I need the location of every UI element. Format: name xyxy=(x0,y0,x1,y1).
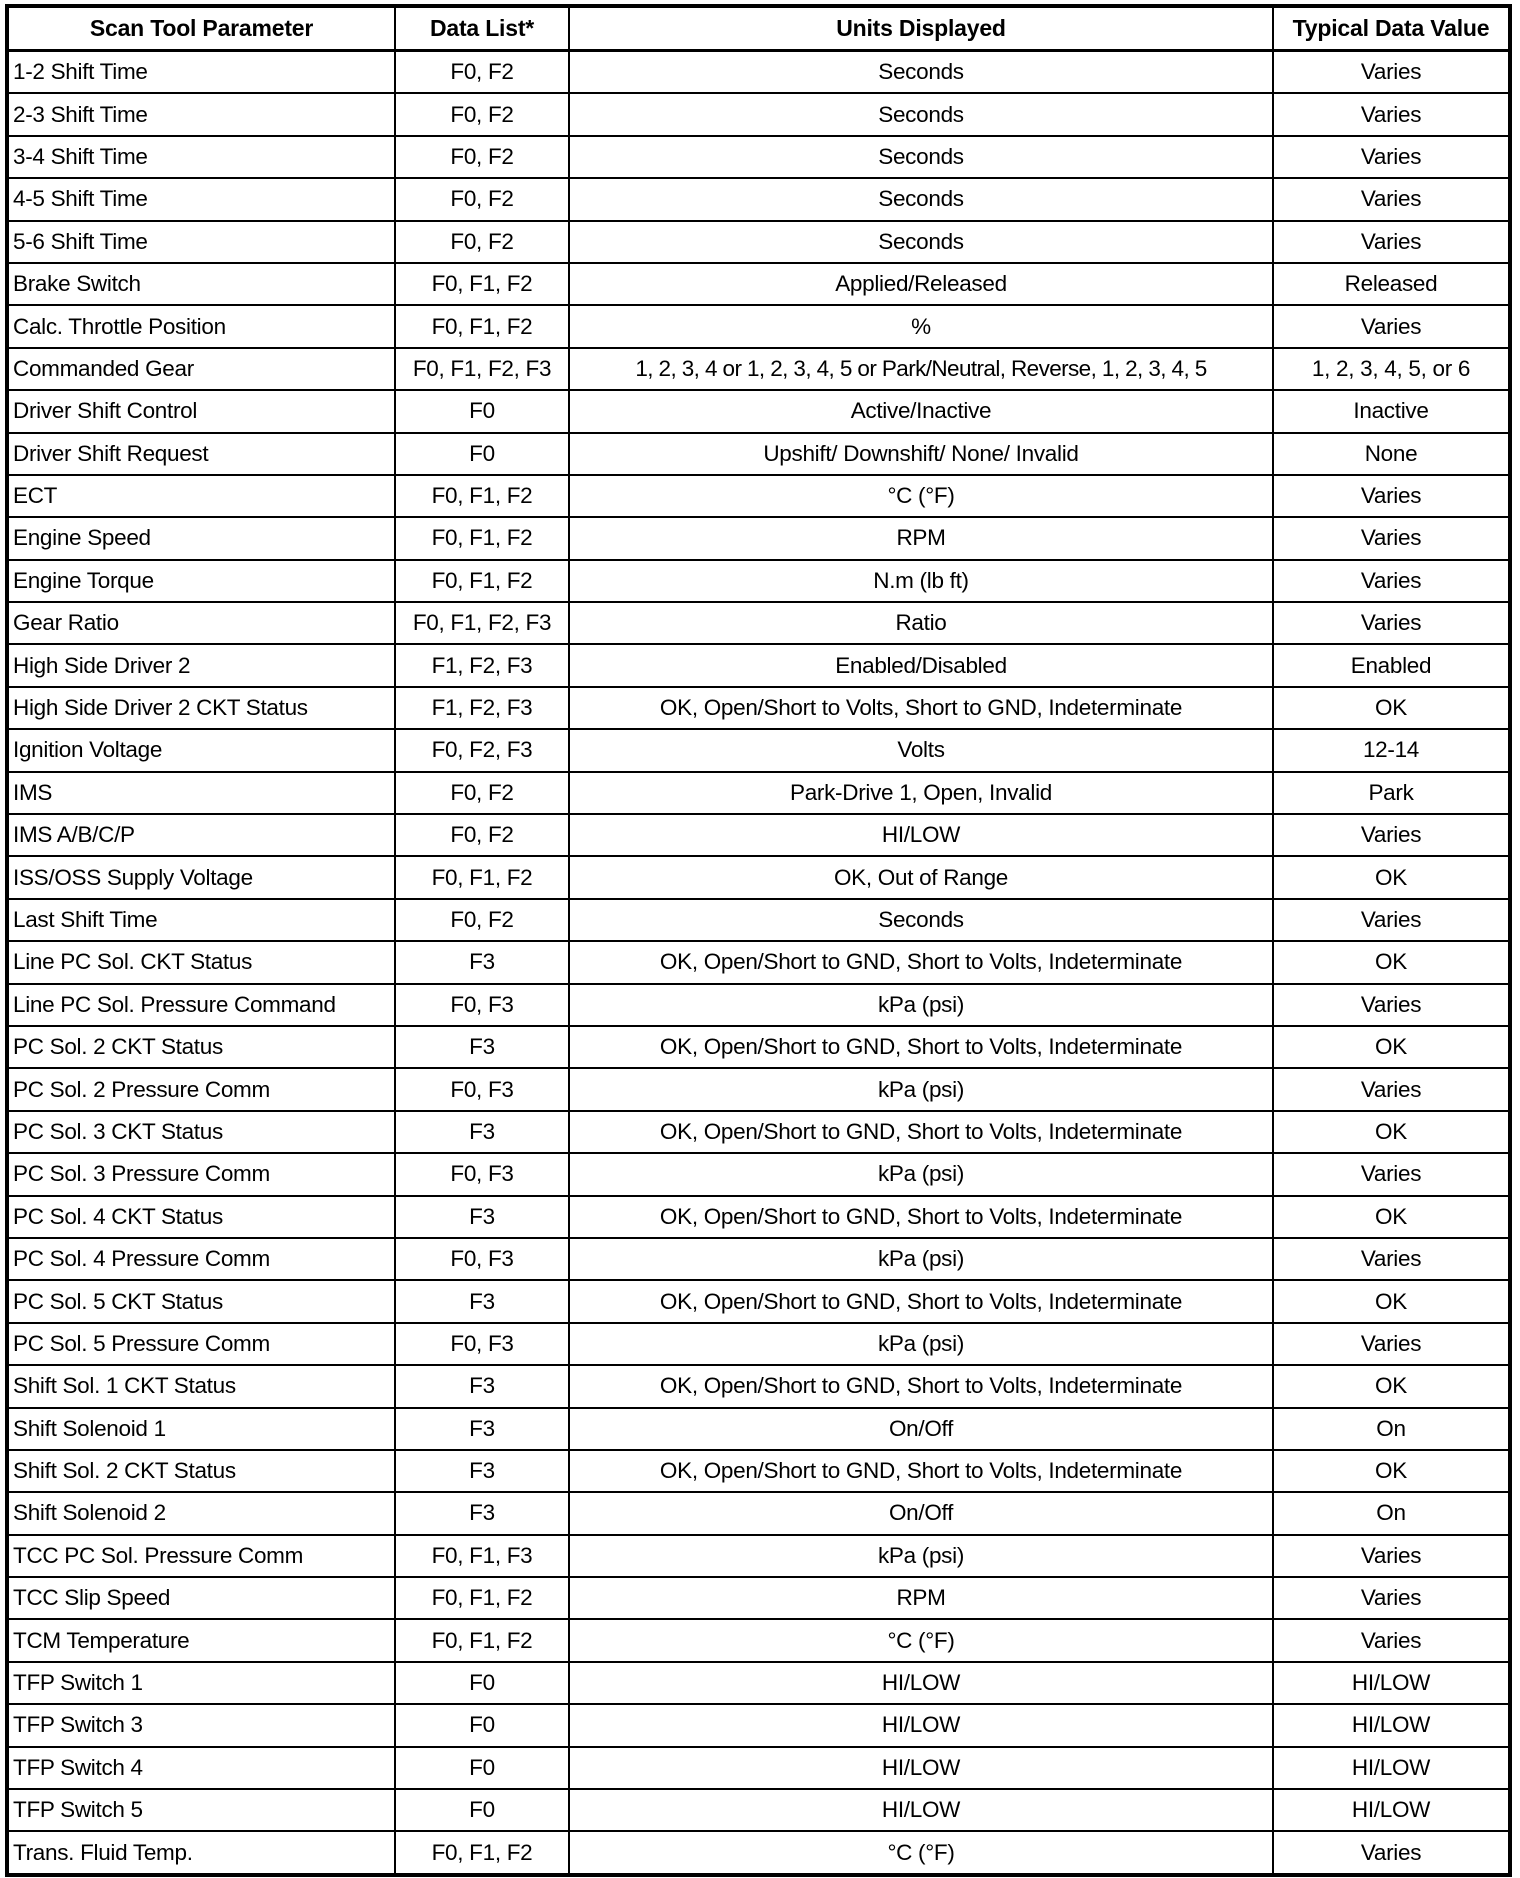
table-row xyxy=(7,1280,1510,1322)
header-row xyxy=(7,6,1510,51)
cell-units-displayed: Ratio xyxy=(569,602,1273,644)
cell-scan-tool-parameter: PC Sol. 4 CKT Status xyxy=(7,1196,395,1238)
table-row xyxy=(7,1238,1510,1280)
cell-scan-tool-parameter: IMS A/B/C/P xyxy=(7,814,395,856)
cell-data-list: F0, F3 xyxy=(395,1323,569,1365)
cell-units-displayed: HI/LOW xyxy=(569,1747,1273,1789)
cell-units-displayed: RPM xyxy=(569,1577,1273,1619)
table-row xyxy=(7,984,1510,1026)
table-row xyxy=(7,644,1510,686)
cell-data-list: F0, F3 xyxy=(395,1068,569,1110)
cell-units-displayed: OK, Open/Short to Volts, Short to GND, Indeterminate xyxy=(569,687,1273,729)
cell-typical-data-value: HI/LOW xyxy=(1273,1662,1510,1704)
table-row xyxy=(7,1747,1510,1789)
table-row xyxy=(7,687,1510,729)
cell-scan-tool-parameter: Gear Ratio xyxy=(7,602,395,644)
cell-data-list: F3 xyxy=(395,941,569,983)
cell-typical-data-value: OK xyxy=(1273,1280,1510,1322)
cell-units-displayed: Seconds xyxy=(569,51,1273,94)
table-row xyxy=(7,941,1510,983)
cell-scan-tool-parameter: Last Shift Time xyxy=(7,899,395,941)
cell-units-displayed: 1, 2, 3, 4 or 1, 2, 3, 4, 5 or Park/Neutral, Reverse, 1, 2, 3, 4, 5 xyxy=(569,348,1273,390)
cell-data-list: F0, F1, F2 xyxy=(395,1831,569,1874)
cell-units-displayed: Seconds xyxy=(569,899,1273,941)
cell-units-displayed: HI/LOW xyxy=(569,1704,1273,1746)
cell-units-displayed: OK, Open/Short to GND, Short to Volts, Indeterminate xyxy=(569,1280,1273,1322)
cell-typical-data-value: Varies xyxy=(1273,93,1510,135)
cell-typical-data-value: OK xyxy=(1273,856,1510,898)
table-row xyxy=(7,814,1510,856)
cell-typical-data-value: Varies xyxy=(1273,1831,1510,1874)
table-row xyxy=(7,221,1510,263)
cell-scan-tool-parameter: PC Sol. 3 CKT Status xyxy=(7,1111,395,1153)
cell-typical-data-value: Varies xyxy=(1273,899,1510,941)
cell-data-list: F0, F3 xyxy=(395,1238,569,1280)
cell-data-list: F0, F1, F2 xyxy=(395,1619,569,1661)
cell-typical-data-value: Varies xyxy=(1273,305,1510,347)
table-row xyxy=(7,856,1510,898)
cell-units-displayed: On/Off xyxy=(569,1492,1273,1534)
cell-typical-data-value: Varies xyxy=(1273,1619,1510,1661)
cell-scan-tool-parameter: PC Sol. 3 Pressure Comm xyxy=(7,1153,395,1195)
cell-units-displayed: OK, Open/Short to GND, Short to Volts, Indeterminate xyxy=(569,1365,1273,1407)
cell-data-list: F0, F1, F3 xyxy=(395,1535,569,1577)
cell-data-list: F3 xyxy=(395,1408,569,1450)
table-row xyxy=(7,602,1510,644)
cell-units-displayed: kPa (psi) xyxy=(569,1068,1273,1110)
table-row xyxy=(7,348,1510,390)
cell-units-displayed: °C (°F) xyxy=(569,1619,1273,1661)
cell-typical-data-value: HI/LOW xyxy=(1273,1747,1510,1789)
table-row xyxy=(7,1704,1510,1746)
table-row xyxy=(7,1831,1510,1874)
cell-data-list: F0, F2 xyxy=(395,814,569,856)
cell-data-list: F0, F3 xyxy=(395,1153,569,1195)
table-row xyxy=(7,1535,1510,1577)
table-row xyxy=(7,1450,1510,1492)
cell-typical-data-value: Varies xyxy=(1273,475,1510,517)
cell-units-displayed: kPa (psi) xyxy=(569,1323,1273,1365)
cell-data-list: F3 xyxy=(395,1196,569,1238)
table-row xyxy=(7,475,1510,517)
cell-typical-data-value: 1, 2, 3, 4, 5, or 6 xyxy=(1273,348,1510,390)
cell-typical-data-value: On xyxy=(1273,1492,1510,1534)
cell-data-list: F0 xyxy=(395,1747,569,1789)
table-row xyxy=(7,178,1510,220)
cell-scan-tool-parameter: Line PC Sol. CKT Status xyxy=(7,941,395,983)
table-row xyxy=(7,729,1510,771)
cell-typical-data-value: Inactive xyxy=(1273,390,1510,432)
cell-scan-tool-parameter: TCC Slip Speed xyxy=(7,1577,395,1619)
cell-units-displayed: N.m (lb ft) xyxy=(569,560,1273,602)
cell-units-displayed: Seconds xyxy=(569,221,1273,263)
cell-typical-data-value: 12-14 xyxy=(1273,729,1510,771)
cell-data-list: F0, F2 xyxy=(395,772,569,814)
cell-scan-tool-parameter: IMS xyxy=(7,772,395,814)
cell-scan-tool-parameter: PC Sol. 5 CKT Status xyxy=(7,1280,395,1322)
header-typical-data-value: Typical Data Value xyxy=(1273,6,1510,51)
table-row xyxy=(7,390,1510,432)
cell-units-displayed: °C (°F) xyxy=(569,475,1273,517)
cell-typical-data-value: Varies xyxy=(1273,221,1510,263)
cell-typical-data-value: Park xyxy=(1273,772,1510,814)
cell-units-displayed: HI/LOW xyxy=(569,814,1273,856)
table-row xyxy=(7,1662,1510,1704)
cell-data-list: F0 xyxy=(395,1704,569,1746)
cell-typical-data-value: Varies xyxy=(1273,1153,1510,1195)
table-row xyxy=(7,263,1510,305)
cell-data-list: F0, F1, F2 xyxy=(395,263,569,305)
cell-typical-data-value: Varies xyxy=(1273,51,1510,94)
cell-typical-data-value: OK xyxy=(1273,1196,1510,1238)
table-row xyxy=(7,93,1510,135)
cell-data-list: F0, F1, F2 xyxy=(395,305,569,347)
cell-units-displayed: kPa (psi) xyxy=(569,1238,1273,1280)
table-row xyxy=(7,1068,1510,1110)
cell-units-displayed: Active/Inactive xyxy=(569,390,1273,432)
cell-scan-tool-parameter: TFP Switch 5 xyxy=(7,1789,395,1831)
cell-units-displayed: OK, Open/Short to GND, Short to Volts, Indeterminate xyxy=(569,941,1273,983)
cell-typical-data-value: Varies xyxy=(1273,136,1510,178)
cell-scan-tool-parameter: Trans. Fluid Temp. xyxy=(7,1831,395,1874)
table-row xyxy=(7,1789,1510,1831)
cell-scan-tool-parameter: Shift Sol. 2 CKT Status xyxy=(7,1450,395,1492)
cell-scan-tool-parameter: High Side Driver 2 xyxy=(7,644,395,686)
cell-data-list: F0 xyxy=(395,1789,569,1831)
cell-typical-data-value: OK xyxy=(1273,1026,1510,1068)
cell-units-displayed: Applied/Released xyxy=(569,263,1273,305)
cell-units-displayed: °C (°F) xyxy=(569,1831,1273,1874)
cell-typical-data-value: Enabled xyxy=(1273,644,1510,686)
cell-scan-tool-parameter: PC Sol. 4 Pressure Comm xyxy=(7,1238,395,1280)
cell-data-list: F0, F1, F2 xyxy=(395,475,569,517)
cell-data-list: F1, F2, F3 xyxy=(395,687,569,729)
cell-units-displayed: RPM xyxy=(569,517,1273,559)
cell-typical-data-value: Varies xyxy=(1273,1577,1510,1619)
cell-units-displayed: Enabled/Disabled xyxy=(569,644,1273,686)
cell-scan-tool-parameter: Shift Sol. 1 CKT Status xyxy=(7,1365,395,1407)
table-row xyxy=(7,772,1510,814)
cell-units-displayed: Seconds xyxy=(569,93,1273,135)
table-row xyxy=(7,1111,1510,1153)
table-row xyxy=(7,1619,1510,1661)
cell-typical-data-value: Varies xyxy=(1273,602,1510,644)
cell-data-list: F0 xyxy=(395,1662,569,1704)
cell-data-list: F0, F1, F2, F3 xyxy=(395,348,569,390)
cell-data-list: F0, F2 xyxy=(395,178,569,220)
cell-units-displayed: Upshift/ Downshift/ None/ Invalid xyxy=(569,433,1273,475)
cell-scan-tool-parameter: High Side Driver 2 CKT Status xyxy=(7,687,395,729)
cell-scan-tool-parameter: TFP Switch 3 xyxy=(7,1704,395,1746)
cell-scan-tool-parameter: Driver Shift Control xyxy=(7,390,395,432)
cell-data-list: F0, F1, F2, F3 xyxy=(395,602,569,644)
cell-units-displayed: OK, Out of Range xyxy=(569,856,1273,898)
cell-data-list: F3 xyxy=(395,1365,569,1407)
table-row xyxy=(7,51,1510,94)
cell-typical-data-value: Varies xyxy=(1273,1535,1510,1577)
cell-scan-tool-parameter: TCC PC Sol. Pressure Comm xyxy=(7,1535,395,1577)
table-row xyxy=(7,433,1510,475)
table-row xyxy=(7,1196,1510,1238)
cell-typical-data-value: Released xyxy=(1273,263,1510,305)
cell-typical-data-value: HI/LOW xyxy=(1273,1704,1510,1746)
cell-typical-data-value: Varies xyxy=(1273,1238,1510,1280)
cell-scan-tool-parameter: Calc. Throttle Position xyxy=(7,305,395,347)
cell-typical-data-value: None xyxy=(1273,433,1510,475)
cell-units-displayed: kPa (psi) xyxy=(569,1153,1273,1195)
cell-scan-tool-parameter: Driver Shift Request xyxy=(7,433,395,475)
table-row xyxy=(7,1492,1510,1534)
cell-typical-data-value: Varies xyxy=(1273,560,1510,602)
cell-typical-data-value: OK xyxy=(1273,1365,1510,1407)
cell-data-list: F0 xyxy=(395,433,569,475)
cell-data-list: F0, F2 xyxy=(395,136,569,178)
table-row xyxy=(7,305,1510,347)
cell-units-displayed: Park-Drive 1, Open, Invalid xyxy=(569,772,1273,814)
table-body xyxy=(7,51,1510,1875)
cell-data-list: F0, F1, F2 xyxy=(395,1577,569,1619)
cell-scan-tool-parameter: 3-4 Shift Time xyxy=(7,136,395,178)
cell-scan-tool-parameter: PC Sol. 2 Pressure Comm xyxy=(7,1068,395,1110)
cell-scan-tool-parameter: Line PC Sol. Pressure Command xyxy=(7,984,395,1026)
cell-scan-tool-parameter: Engine Speed xyxy=(7,517,395,559)
cell-scan-tool-parameter: TFP Switch 4 xyxy=(7,1747,395,1789)
cell-data-list: F3 xyxy=(395,1026,569,1068)
cell-scan-tool-parameter: 4-5 Shift Time xyxy=(7,178,395,220)
table-row xyxy=(7,136,1510,178)
cell-data-list: F0, F2, F3 xyxy=(395,729,569,771)
cell-data-list: F0, F2 xyxy=(395,93,569,135)
cell-scan-tool-parameter: Commanded Gear xyxy=(7,348,395,390)
cell-units-displayed: OK, Open/Short to GND, Short to Volts, Indeterminate xyxy=(569,1450,1273,1492)
cell-scan-tool-parameter: PC Sol. 5 Pressure Comm xyxy=(7,1323,395,1365)
cell-scan-tool-parameter: 2-3 Shift Time xyxy=(7,93,395,135)
cell-scan-tool-parameter: ECT xyxy=(7,475,395,517)
table-row xyxy=(7,1153,1510,1195)
cell-units-displayed: kPa (psi) xyxy=(569,984,1273,1026)
cell-typical-data-value: Varies xyxy=(1273,814,1510,856)
cell-typical-data-value: Varies xyxy=(1273,1323,1510,1365)
cell-scan-tool-parameter: Engine Torque xyxy=(7,560,395,602)
cell-units-displayed: kPa (psi) xyxy=(569,1535,1273,1577)
cell-units-displayed: OK, Open/Short to GND, Short to Volts, Indeterminate xyxy=(569,1196,1273,1238)
cell-typical-data-value: OK xyxy=(1273,1450,1510,1492)
cell-typical-data-value: OK xyxy=(1273,687,1510,729)
cell-data-list: F0, F3 xyxy=(395,984,569,1026)
cell-data-list: F3 xyxy=(395,1492,569,1534)
cell-scan-tool-parameter: Ignition Voltage xyxy=(7,729,395,771)
cell-data-list: F0 xyxy=(395,390,569,432)
cell-data-list: F0, F1, F2 xyxy=(395,856,569,898)
cell-typical-data-value: Varies xyxy=(1273,1068,1510,1110)
cell-scan-tool-parameter: 5-6 Shift Time xyxy=(7,221,395,263)
table-row xyxy=(7,560,1510,602)
cell-typical-data-value: Varies xyxy=(1273,984,1510,1026)
cell-scan-tool-parameter: Shift Solenoid 1 xyxy=(7,1408,395,1450)
cell-scan-tool-parameter: Brake Switch xyxy=(7,263,395,305)
cell-data-list: F1, F2, F3 xyxy=(395,644,569,686)
cell-data-list: F0, F2 xyxy=(395,221,569,263)
table-row xyxy=(7,1323,1510,1365)
cell-units-displayed: HI/LOW xyxy=(569,1789,1273,1831)
cell-data-list: F3 xyxy=(395,1280,569,1322)
cell-data-list: F0, F2 xyxy=(395,899,569,941)
cell-scan-tool-parameter: TCM Temperature xyxy=(7,1619,395,1661)
cell-units-displayed: Volts xyxy=(569,729,1273,771)
cell-scan-tool-parameter: 1-2 Shift Time xyxy=(7,51,395,94)
cell-data-list: F0, F1, F2 xyxy=(395,517,569,559)
header-scan-tool-parameter: Scan Tool Parameter xyxy=(7,6,395,51)
cell-typical-data-value: Varies xyxy=(1273,517,1510,559)
cell-units-displayed: OK, Open/Short to GND, Short to Volts, Indeterminate xyxy=(569,1111,1273,1153)
cell-typical-data-value: On xyxy=(1273,1408,1510,1450)
cell-typical-data-value: OK xyxy=(1273,1111,1510,1153)
table-row xyxy=(7,899,1510,941)
cell-units-displayed: Seconds xyxy=(569,136,1273,178)
table-row xyxy=(7,1026,1510,1068)
cell-units-displayed: Seconds xyxy=(569,178,1273,220)
table-row xyxy=(7,1577,1510,1619)
header-data-list: Data List* xyxy=(395,6,569,51)
cell-units-displayed: % xyxy=(569,305,1273,347)
table-row xyxy=(7,517,1510,559)
cell-data-list: F3 xyxy=(395,1111,569,1153)
scan-tool-data-table xyxy=(5,4,1512,1877)
cell-units-displayed: OK, Open/Short to GND, Short to Volts, Indeterminate xyxy=(569,1026,1273,1068)
cell-typical-data-value: OK xyxy=(1273,941,1510,983)
cell-scan-tool-parameter: TFP Switch 1 xyxy=(7,1662,395,1704)
cell-units-displayed: HI/LOW xyxy=(569,1662,1273,1704)
table-row xyxy=(7,1365,1510,1407)
table-row xyxy=(7,1408,1510,1450)
cell-units-displayed: On/Off xyxy=(569,1408,1273,1450)
cell-data-list: F0, F2 xyxy=(395,51,569,94)
cell-scan-tool-parameter: ISS/OSS Supply Voltage xyxy=(7,856,395,898)
cell-scan-tool-parameter: PC Sol. 2 CKT Status xyxy=(7,1026,395,1068)
cell-typical-data-value: Varies xyxy=(1273,178,1510,220)
cell-scan-tool-parameter: Shift Solenoid 2 xyxy=(7,1492,395,1534)
cell-data-list: F3 xyxy=(395,1450,569,1492)
cell-data-list: F0, F1, F2 xyxy=(395,560,569,602)
table-header xyxy=(7,6,1510,51)
header-units-displayed: Units Displayed xyxy=(569,6,1273,51)
cell-typical-data-value: HI/LOW xyxy=(1273,1789,1510,1831)
